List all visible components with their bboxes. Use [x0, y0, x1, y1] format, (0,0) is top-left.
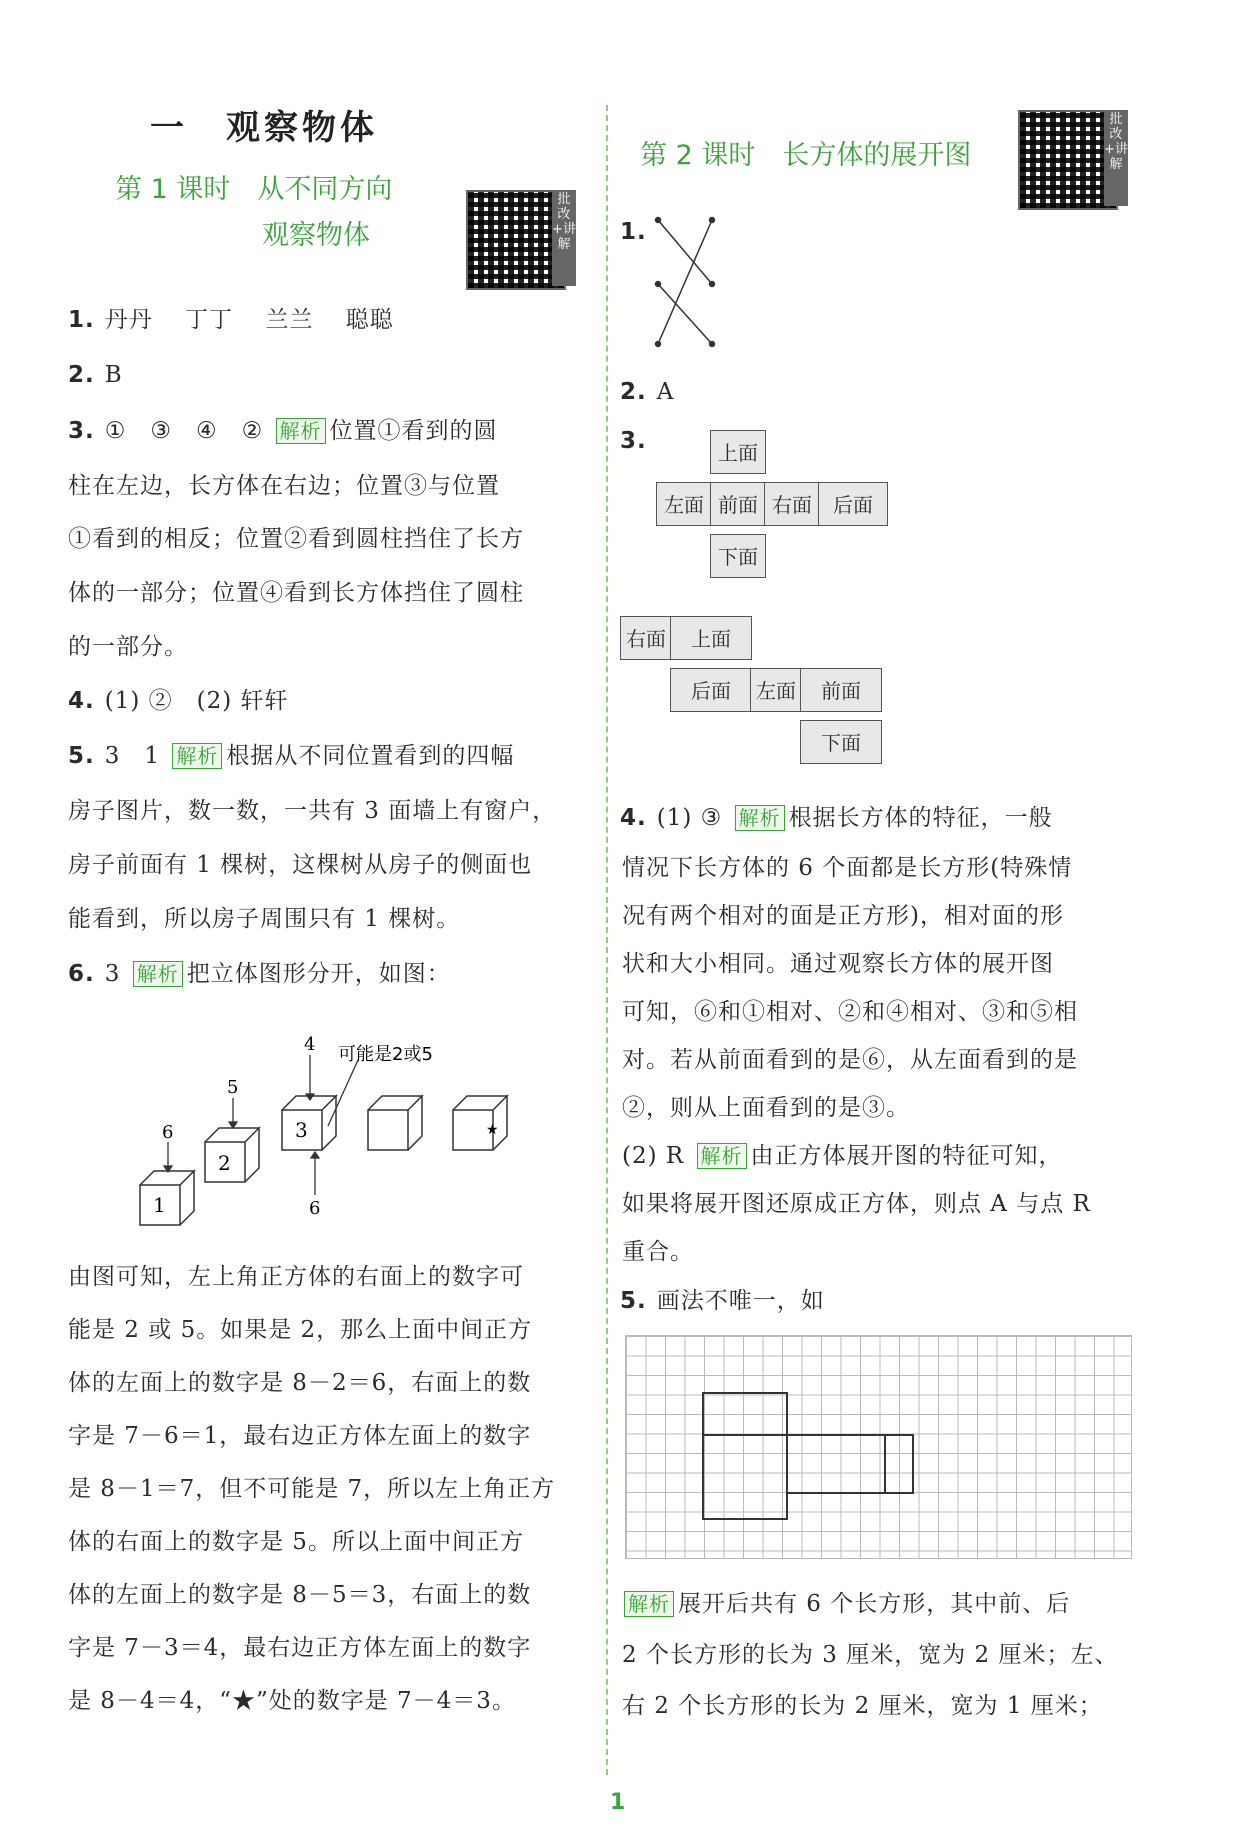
- q6: [68, 960, 451, 988]
- question-number: 5.: [68, 743, 95, 769]
- analysis-text: 由正方体展开图的特征可知，: [750, 1143, 1063, 1169]
- analysis-text: 展开后共有 6 个长方形，其中前、后: [678, 1591, 1071, 1617]
- arrow-label: 6: [309, 1198, 321, 1219]
- question-number: 4.: [620, 805, 647, 831]
- analysis-tag: 解析: [735, 805, 785, 831]
- net-face: 前面: [710, 482, 766, 526]
- qr-code-icon[interactable]: [466, 190, 566, 290]
- net-face: 下面: [800, 720, 882, 764]
- qr-tag: 批改+讲解: [1104, 110, 1128, 206]
- qr-tag: 批改+讲解: [552, 190, 576, 286]
- analysis-line: 右 2 个长方形的长为 2 厘米，宽为 1 厘米；: [622, 1693, 1103, 1719]
- question-number: 1.: [620, 219, 647, 245]
- answer-text: 3: [104, 961, 121, 987]
- figure-note: 可能是2或5: [338, 1044, 433, 1065]
- answer-text: (1) ② (2) 轩轩: [104, 688, 289, 714]
- net-face: 后面: [818, 482, 888, 526]
- lesson1-title-line2: 观察物体: [262, 220, 370, 251]
- analysis-line: 体的左面上的数字是 8－5＝3，右面上的数: [68, 1582, 532, 1608]
- lesson1-title-line1: 第 1 课时 从不同方向: [115, 174, 393, 205]
- arrow-label: 4: [304, 1034, 316, 1055]
- analysis-tag: 解析: [624, 1591, 674, 1617]
- net-face: 下面: [710, 534, 766, 578]
- cube-label: 3: [295, 1118, 308, 1142]
- question-number: 2.: [68, 362, 95, 388]
- net-face: 前面: [800, 668, 882, 712]
- analysis-line: 2 个长方形的长为 3 厘米，宽为 2 厘米；左、: [622, 1642, 1119, 1668]
- q2: [68, 361, 123, 389]
- analysis-line: 可知，⑥和①相对、②和④相对、③和⑤相: [622, 999, 1078, 1025]
- analysis-line: 由图可知，左上角正方体的右面上的数字可: [68, 1264, 524, 1290]
- question-number: 3.: [620, 428, 647, 454]
- qr-code-icon[interactable]: [1018, 110, 1118, 210]
- r-q5: [620, 1287, 825, 1315]
- analysis-line: 能看到，所以房子周围只有 1 棵树。: [68, 906, 461, 932]
- net-face: 后面: [670, 668, 752, 712]
- net-face: 左面: [750, 668, 802, 712]
- analysis-line: 是 8－4＝4，“★”处的数字是 7－4＝3。: [68, 1688, 516, 1714]
- analysis-text: 根据长方体的特征，一般: [788, 805, 1053, 831]
- analysis-line: 情况下长方体的 6 个面都是长方形(特殊情: [622, 855, 1073, 881]
- analysis-line: 体的一部分；位置④看到长方体挡住了圆柱: [68, 580, 524, 606]
- r-q2: [620, 378, 674, 406]
- arrow-label: 6: [162, 1122, 174, 1143]
- analysis-tag: 解析: [172, 743, 222, 769]
- question-number: 4.: [68, 688, 95, 714]
- answer-text: ① ③ ④ ②: [104, 418, 264, 444]
- analysis-tag: 解析: [133, 961, 183, 987]
- cube-label: 1: [153, 1193, 166, 1217]
- net-face: 上面: [670, 616, 752, 660]
- analysis-line: 字是 7－6＝1，最右边正方体左面上的数字: [68, 1423, 532, 1449]
- answer-text: B: [104, 362, 123, 388]
- question-number: 6.: [68, 961, 95, 987]
- page-number: 1: [610, 1790, 626, 1815]
- cube-label: 2: [218, 1151, 231, 1175]
- lesson2-title: 第 2 课时 长方体的展开图: [640, 140, 972, 171]
- analysis-line: 状和大小相同。通过观察长方体的展开图: [622, 951, 1054, 977]
- question-number: 2.: [620, 379, 647, 405]
- unit-title: 一 观察物体: [150, 108, 378, 148]
- answer-text: A: [656, 379, 675, 405]
- answer-text: 3 1: [104, 743, 161, 769]
- r-q5-analysis: [620, 1590, 1070, 1618]
- net-face: 上面: [710, 430, 766, 474]
- column-divider: [606, 105, 608, 1775]
- analysis-line: 的一部分。: [68, 634, 188, 660]
- matching-lines-figure: [650, 210, 730, 350]
- star-mark: ★: [486, 1122, 499, 1138]
- analysis-line: 如果将展开图还原成正方体，则点 A 与点 R: [622, 1191, 1091, 1217]
- analysis-text: 位置①看到的圆: [329, 418, 498, 444]
- analysis-line: 房子图片，数一数，一共有 3 面墙上有窗户，: [68, 798, 557, 824]
- analysis-line: ①看到的相反；位置②看到圆柱挡住了长方: [68, 526, 524, 552]
- question-number: 5.: [620, 1288, 647, 1314]
- analysis-line: ②，则从上面看到的是③。: [622, 1095, 910, 1121]
- analysis-line: 柱在左边，长方体在右边；位置③与位置: [68, 473, 500, 499]
- analysis-line: 重合。: [622, 1239, 694, 1265]
- net-face: 左面: [656, 482, 712, 526]
- analysis-line: 能是 2 或 5。如果是 2，那么上面中间正方: [68, 1317, 533, 1343]
- answer-text: (1) ③: [656, 805, 723, 831]
- analysis-tag: 解析: [697, 1143, 747, 1169]
- question-number: 1.: [68, 307, 95, 333]
- r-q4-2: [622, 1142, 1063, 1170]
- analysis-line: 体的左面上的数字是 8－2＝6，右面上的数: [68, 1370, 532, 1396]
- cubes-figure: [120, 1030, 520, 1230]
- answer-text: (2) R: [622, 1143, 685, 1169]
- analysis-text: 把立体图形分开，如图：: [186, 961, 451, 987]
- q1: [68, 306, 394, 334]
- net-face: 右面: [764, 482, 820, 526]
- analysis-line: 况有两个相对的面是正方形)，相对面的形: [622, 903, 1064, 929]
- arrow-label: 5: [227, 1077, 239, 1098]
- analysis-line: 体的右面上的数字是 5。所以上面中间正方: [68, 1529, 524, 1555]
- r-q3: [620, 427, 657, 455]
- analysis-line: 是 8－1＝7，但不可能是 7，所以左上角正方: [68, 1476, 556, 1502]
- analysis-line: 对。若从前面看到的是⑥，从左面看到的是: [622, 1047, 1078, 1073]
- analysis-tag: 解析: [276, 418, 326, 444]
- q3: [68, 417, 498, 445]
- q5: [68, 742, 514, 770]
- unfold-drawing: [625, 1335, 1132, 1559]
- analysis-text: 根据从不同位置看到的四幅: [226, 743, 515, 769]
- answer-text: 丹丹 丁丁 兰兰 聪聪: [104, 307, 394, 333]
- answer-text: 画法不唯一，如: [656, 1288, 825, 1314]
- net-face: 右面: [620, 616, 672, 660]
- analysis-line: 字是 7－3＝4，最右边正方体左面上的数字: [68, 1635, 532, 1661]
- question-number: 3.: [68, 418, 95, 444]
- q4: [68, 687, 289, 715]
- analysis-line: 房子前面有 1 棵树，这棵树从房子的侧面也: [68, 852, 533, 878]
- r-q4: [620, 804, 1053, 832]
